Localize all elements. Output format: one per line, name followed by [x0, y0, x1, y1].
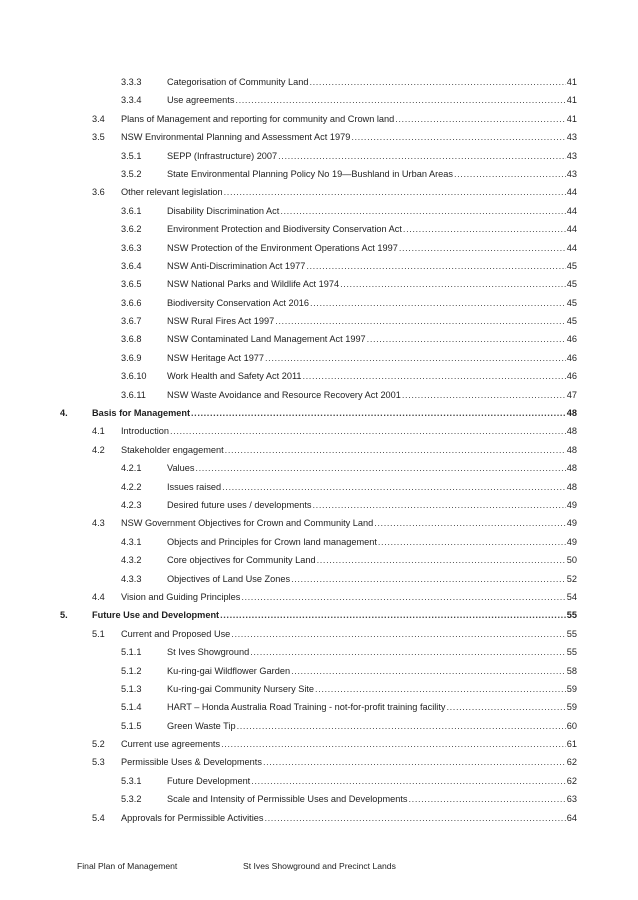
toc-entry-number: 5.1.2 [121, 665, 142, 676]
toc-entry-title: Issues raised [167, 481, 222, 492]
toc-entry-title: Approvals for Permissible Activities [121, 812, 264, 823]
toc-entry[interactable] [0, 239, 638, 257]
toc-entry-number: 5.1.4 [121, 702, 142, 713]
toc-entry-number: 3.6.11 [121, 389, 146, 400]
toc-dot-leader [231, 625, 565, 643]
toc-entry[interactable] [0, 294, 638, 312]
toc-entry-title: NSW Environmental Planning and Assessment Act 1979 [121, 132, 351, 143]
toc-entry[interactable] [0, 128, 638, 146]
toc-entry-line [167, 202, 577, 220]
toc-entry-number: 3.6.9 [121, 352, 142, 363]
toc-dot-leader [317, 551, 566, 569]
toc-entry-number: 4.2.1 [121, 463, 142, 474]
toc-entry[interactable] [0, 165, 638, 183]
toc-entry-number: 5.1.5 [121, 720, 142, 731]
toc-entry[interactable] [0, 625, 638, 643]
toc-entry-line [167, 165, 577, 183]
toc-entry-page: 59 [566, 683, 577, 694]
toc-entry-line [167, 73, 577, 91]
toc-entry[interactable] [0, 312, 638, 330]
toc-entry[interactable] [0, 202, 638, 220]
toc-dot-leader [251, 772, 566, 790]
toc-entry-line [121, 514, 577, 532]
toc-entry-page: 62 [566, 757, 577, 768]
toc-entry-number: 3.6.10 [121, 371, 147, 382]
toc-entry-number: 3.6.4 [121, 260, 142, 271]
toc-entry-number: 4.4 [92, 591, 105, 602]
toc-entry-title: Environment Protection and Biodiversity Conservation Act [167, 224, 402, 235]
toc-dot-leader [191, 404, 566, 422]
toc-entry-line [121, 809, 577, 827]
toc-dot-leader [378, 533, 566, 551]
toc-entry[interactable] [0, 698, 638, 716]
toc-dot-leader [291, 570, 566, 588]
toc-dot-leader [225, 441, 566, 459]
toc-entry-number: 4.1 [92, 426, 105, 437]
toc-entry[interactable] [0, 91, 638, 109]
toc-entry-number: 3.5 [92, 132, 105, 143]
toc-entry[interactable] [0, 680, 638, 698]
toc-entry-line [167, 551, 577, 569]
toc-entry-line [121, 110, 577, 128]
toc-entry[interactable] [0, 533, 638, 551]
toc-entry-number: 3.6.6 [121, 297, 142, 308]
toc-entry-page: 47 [566, 389, 577, 400]
toc-dot-leader [235, 91, 565, 109]
toc-entry-line [167, 533, 577, 551]
toc-entry-number: 3.5.2 [121, 168, 142, 179]
toc-dot-leader [409, 790, 566, 808]
toc-entry-page: 43 [566, 168, 577, 179]
toc-entry-number: 5.3 [92, 757, 105, 768]
toc-entry-title: HART – Honda Australia Road Training - not-for-profit training facility [167, 702, 446, 713]
toc-entry-page: 48 [566, 463, 577, 474]
toc-dot-leader [446, 698, 565, 716]
toc-dot-leader [222, 478, 566, 496]
toc-entry-title: NSW Protection of the Environment Operations Act 1997 [167, 242, 398, 253]
toc-entry-number: 3.6.1 [121, 205, 142, 216]
toc-dot-leader [264, 809, 565, 827]
toc-entry-title: NSW Anti-Discrimination Act 1977 [167, 260, 306, 271]
toc-entry-title: Ku-ring-gai Wildflower Garden [167, 665, 291, 676]
toc-entry-title: NSW Government Objectives for Crown and Community Land [121, 518, 374, 529]
toc-entry-line [92, 404, 577, 422]
toc-dot-leader [306, 257, 565, 275]
toc-entry-line [167, 790, 577, 808]
toc-entry-page: 43 [566, 150, 577, 161]
toc-dot-leader [309, 73, 565, 91]
toc-entry-title: St Ives Showground [167, 647, 250, 658]
toc-entry-page: 64 [566, 812, 577, 823]
toc-dot-leader [454, 165, 566, 183]
toc-entry-number: 3.6.5 [121, 279, 142, 290]
toc-entry-line [167, 717, 577, 735]
toc-entry-title: Current and Proposed Use [121, 628, 231, 639]
toc-entry-title: Use agreements [167, 95, 235, 106]
toc-dot-leader [367, 330, 566, 348]
toc-entry-title: NSW Heritage Act 1977 [167, 352, 265, 363]
toc-entry[interactable] [0, 220, 638, 238]
toc-entry-title: Ku-ring-gai Community Nursery Site [167, 683, 315, 694]
toc-dot-leader [402, 386, 566, 404]
toc-entry-page: 54 [566, 591, 577, 602]
toc-entry[interactable] [0, 551, 638, 569]
toc-entry-page: 44 [566, 205, 577, 216]
toc-entry-page: 52 [566, 573, 577, 584]
toc-entry-page: 46 [566, 352, 577, 363]
toc-entry-title: Future Development [167, 775, 251, 786]
toc-entry[interactable] [0, 367, 638, 385]
toc-entry-line [167, 91, 577, 109]
toc-entry-title: Objects and Principles for Crown land management [167, 536, 377, 547]
toc-entry-number: 5.4 [92, 812, 105, 823]
toc-entry-title: NSW Contaminated Land Management Act 1997 [167, 334, 366, 345]
toc-entry-number: 5.1.3 [121, 683, 142, 694]
toc-dot-leader [170, 422, 566, 440]
toc-entry-title: Other relevant legislation [121, 187, 223, 198]
toc-entry-title: NSW Waste Avoidance and Resource Recovery Act 2001 [167, 389, 401, 400]
toc-entry-page: 61 [566, 739, 577, 750]
toc-entry-page: 48 [566, 444, 577, 455]
toc-entry-number: 3.6.7 [121, 316, 142, 327]
toc-entry[interactable] [0, 422, 638, 440]
toc-entry-page: 48 [566, 426, 577, 437]
toc-entry-line [121, 441, 577, 459]
toc-entry-page: 49 [566, 518, 577, 529]
toc-entry-title: Current use agreements [121, 739, 221, 750]
toc-entry-page: 48 [566, 408, 577, 419]
toc-entry-number: 5.1.1 [121, 647, 142, 658]
toc-entry-line [167, 386, 577, 404]
toc-entry-line [121, 735, 577, 753]
toc-dot-leader [263, 753, 566, 771]
toc-entry-line [121, 753, 577, 771]
toc-entry-number: 3.6.2 [121, 224, 142, 235]
toc-entry-number: 5.1 [92, 628, 105, 639]
toc-entry-line [167, 367, 577, 385]
toc-entry-line [167, 698, 577, 716]
toc-entry[interactable] [0, 643, 638, 661]
toc-entry-line [121, 625, 577, 643]
toc-entry-page: 45 [566, 297, 577, 308]
toc-entry-title: Biodiversity Conservation Act 2016 [167, 297, 309, 308]
toc-entry[interactable] [0, 73, 638, 91]
toc-entry-title: Basis for Management [92, 408, 191, 419]
toc-entry[interactable] [0, 570, 638, 588]
toc-dot-leader [278, 147, 566, 165]
toc-entry[interactable] [0, 478, 638, 496]
toc-entry[interactable] [0, 275, 638, 293]
toc-entry-title: NSW Rural Fires Act 1997 [167, 316, 275, 327]
toc-entry-page: 49 [566, 536, 577, 547]
toc-entry-number: 5. [60, 610, 68, 621]
toc-entry-number: 3.6.3 [121, 242, 142, 253]
toc-entry-title: Objectives of Land Use Zones [167, 573, 291, 584]
toc-dot-leader [250, 643, 566, 661]
toc-dot-leader [241, 588, 565, 606]
toc-entry-number: 3.5.1 [121, 150, 142, 161]
toc-entry[interactable] [0, 717, 638, 735]
toc-entry-title: Stakeholder engagement [121, 444, 224, 455]
toc-dot-leader [313, 496, 566, 514]
toc-entry-page: 45 [566, 316, 577, 327]
toc-entry-line [121, 588, 577, 606]
toc-entry[interactable] [0, 404, 638, 422]
toc-entry-page: 46 [566, 371, 577, 382]
toc-entry-page: 44 [566, 242, 577, 253]
toc-entry[interactable] [0, 662, 638, 680]
toc-entry-number: 4.3.1 [121, 536, 142, 547]
toc-entry-number: 3.4 [92, 113, 105, 124]
toc-entry[interactable] [0, 386, 638, 404]
toc-entry-number: 3.3.4 [121, 95, 142, 106]
toc-entry-page: 41 [566, 77, 577, 87]
toc-entry-number: 4.2 [92, 444, 105, 455]
toc-entry-page: 62 [566, 775, 577, 786]
toc-entry-title: Plans of Management and reporting for community and Crown land [121, 113, 395, 124]
toc-entry[interactable] [0, 330, 638, 348]
toc-dot-leader [237, 717, 566, 735]
toc-entry-line [167, 680, 577, 698]
toc-entry-title: Work Health and Safety Act 2011 [167, 371, 302, 382]
toc-entry-line [167, 275, 577, 293]
toc-dot-leader [395, 110, 566, 128]
toc-dot-leader [224, 183, 566, 201]
toc-entry-title: Introduction [121, 426, 170, 437]
toc-entry-number: 5.2 [92, 739, 105, 750]
toc-entry-page: 45 [566, 279, 577, 290]
toc-entry-number: 5.3.2 [121, 794, 142, 805]
footer-document-title: Final Plan of Management [77, 861, 178, 871]
toc-entry-line [167, 220, 577, 238]
toc-entry-line [167, 312, 577, 330]
toc-entry-line [167, 662, 577, 680]
toc-entry-line [167, 570, 577, 588]
toc-entry-page: 44 [566, 224, 577, 235]
toc-dot-leader [351, 128, 565, 146]
toc-entry-line [167, 478, 577, 496]
toc-entry-page: 44 [566, 187, 577, 198]
toc-dot-leader [399, 239, 566, 257]
toc-entry-number: 4.3 [92, 518, 105, 529]
toc-dot-leader [221, 735, 566, 753]
toc-entry-number: 3.6 [92, 187, 105, 198]
toc-entry-title: Disability Discrimination Act [167, 205, 280, 216]
toc-entry-title: Future Use and Development [92, 610, 220, 621]
toc-entry-page: 63 [566, 794, 577, 805]
footer-site-name: St Ives Showground and Precinct Lands [243, 861, 396, 871]
toc-dot-leader [403, 220, 566, 238]
toc-entry-page: 49 [566, 499, 577, 510]
toc-dot-leader [303, 367, 566, 385]
toc-entry-title: NSW National Parks and Wildlife Act 1974 [167, 279, 340, 290]
toc-dot-leader [340, 275, 566, 293]
toc-entry-title: State Environmental Planning Policy No 19—Bushland in Urban Areas [167, 168, 453, 179]
toc-entry-title: Categorisation of Community Land [167, 77, 309, 87]
toc-entry-line [167, 496, 577, 514]
toc-entry[interactable] [0, 183, 638, 201]
toc-entry[interactable] [0, 349, 638, 367]
toc-dot-leader [220, 606, 566, 624]
toc-dot-leader [374, 514, 566, 532]
toc-entry[interactable] [0, 790, 638, 808]
toc-entry-page: 55 [566, 647, 577, 658]
toc-entry-title: SEPP (Infrastructure) 2007 [167, 150, 278, 161]
toc-entry-title: Desired future uses / developments [167, 499, 312, 510]
toc-entry-number: 4.2.2 [121, 481, 142, 492]
toc-entry-page: 55 [566, 610, 577, 621]
toc-dot-leader [291, 662, 566, 680]
toc-entry-title: Values [167, 463, 195, 474]
toc-entry[interactable] [0, 441, 638, 459]
toc-entry-line [121, 128, 577, 146]
toc-entry-line [167, 257, 577, 275]
toc-entry-number: 3.3.3 [121, 77, 142, 87]
toc-entry-page: 43 [566, 132, 577, 143]
toc-entry[interactable] [0, 514, 638, 532]
toc-dot-leader [265, 349, 566, 367]
toc-entry-page: 41 [566, 95, 577, 106]
toc-entry-page: 45 [566, 260, 577, 271]
toc-entry-line [167, 239, 577, 257]
toc-entry-number: 4.3.2 [121, 555, 142, 566]
toc-entry-line [121, 422, 577, 440]
toc-dot-leader [310, 294, 566, 312]
toc-entry-title: Vision and Guiding Principles [121, 591, 241, 602]
toc-entry-page: 46 [566, 334, 577, 345]
toc-entry-line [167, 459, 577, 477]
toc-entry-page: 48 [566, 481, 577, 492]
toc-entry-page: 50 [566, 555, 577, 566]
toc-dot-leader [195, 459, 565, 477]
toc-entry-title: Scale and Intensity of Permissible Uses and Developments [167, 794, 408, 805]
toc-entry-line [167, 643, 577, 661]
toc-entry[interactable] [0, 147, 638, 165]
toc-entry[interactable] [0, 753, 638, 771]
toc-entry-page: 55 [566, 628, 577, 639]
toc-entry-number: 4.3.3 [121, 573, 142, 584]
toc-entry-number: 5.3.1 [121, 775, 142, 786]
toc-entry-line [167, 294, 577, 312]
toc-entry-page: 59 [566, 702, 577, 713]
toc-entry-title: Green Waste Tip [167, 720, 236, 731]
toc-entry[interactable] [0, 809, 638, 827]
toc-entry-title: Core objectives for Community Land [167, 555, 316, 566]
toc-entry-line [92, 606, 577, 624]
table-of-contents [0, 73, 638, 827]
toc-entry-line [121, 183, 577, 201]
page-footer [0, 861, 638, 875]
toc-entry-number: 4. [60, 408, 68, 419]
toc-entry-page: 58 [566, 665, 577, 676]
toc-entry[interactable] [0, 496, 638, 514]
toc-entry-page: 60 [566, 720, 577, 731]
toc-entry-line [167, 330, 577, 348]
toc-entry-title: Permissible Uses & Developments [121, 757, 262, 768]
toc-dot-leader [280, 202, 565, 220]
toc-entry-number: 3.6.8 [121, 334, 142, 345]
toc-entry[interactable] [0, 606, 638, 624]
toc-entry[interactable] [0, 110, 638, 128]
toc-entry[interactable] [0, 257, 638, 275]
toc-entry-line [167, 349, 577, 367]
toc-entry-page: 41 [566, 113, 577, 124]
toc-entry[interactable] [0, 772, 638, 790]
toc-dot-leader [315, 680, 566, 698]
toc-entry[interactable] [0, 459, 638, 477]
toc-dot-leader [275, 312, 566, 330]
toc-entry[interactable] [0, 588, 638, 606]
toc-entry-line [167, 147, 577, 165]
toc-entry-line [167, 772, 577, 790]
toc-entry-number: 4.2.3 [121, 499, 142, 510]
toc-entry[interactable] [0, 735, 638, 753]
